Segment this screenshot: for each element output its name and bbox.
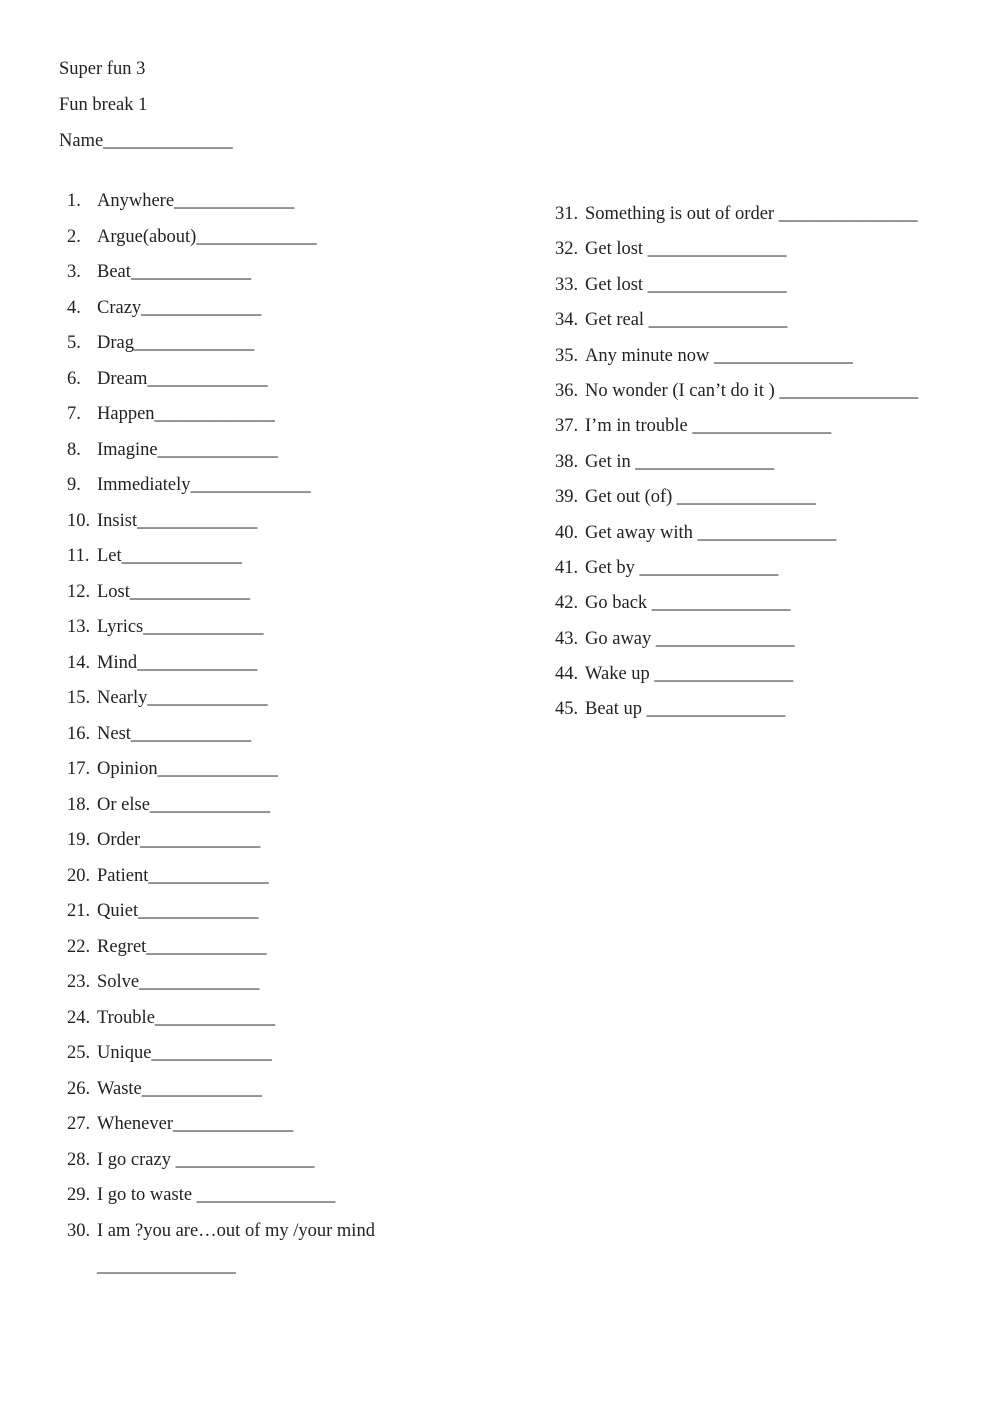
left-item-18 bbox=[67, 793, 507, 829]
item-text: Dream_____________ bbox=[97, 368, 268, 389]
item-text: Lyrics_____________ bbox=[97, 617, 264, 637]
item-text: Go back _______________ bbox=[585, 593, 791, 614]
right-item-43 bbox=[555, 627, 975, 662]
right-item-41 bbox=[555, 556, 975, 591]
item-text: Lost_____________ bbox=[97, 581, 251, 602]
right-vocabulary-list bbox=[555, 202, 975, 733]
left-item-27 bbox=[67, 1112, 507, 1148]
left-item-19 bbox=[67, 828, 507, 864]
right-item-32 bbox=[555, 237, 975, 272]
unit-title: Fun break 1 bbox=[59, 95, 148, 115]
item-number: 9. bbox=[67, 475, 81, 495]
item-text: Imagine_____________ bbox=[97, 439, 278, 460]
left-item-24 bbox=[67, 1006, 507, 1042]
item-number: 42. bbox=[555, 593, 579, 614]
right-item-35 bbox=[555, 344, 975, 379]
item-text: Get in _______________ bbox=[585, 451, 775, 472]
item-number: 12. bbox=[67, 581, 91, 602]
item-number: 38. bbox=[555, 451, 579, 472]
name-line: Name______________ bbox=[59, 131, 233, 151]
left-item-8 bbox=[67, 438, 507, 474]
left-item-16 bbox=[67, 722, 507, 758]
item-number: 1. bbox=[67, 191, 81, 211]
item-number: 7. bbox=[67, 404, 81, 424]
item-text: Let_____________ bbox=[97, 546, 242, 566]
left-item-3 bbox=[67, 260, 507, 296]
left-item-21 bbox=[67, 899, 507, 935]
item-number: 35. bbox=[555, 345, 579, 366]
left-vocabulary-list bbox=[67, 189, 507, 1284]
left-item-14 bbox=[67, 651, 507, 687]
left-item-10 bbox=[67, 509, 507, 545]
item-text: Happen_____________ bbox=[97, 404, 275, 424]
item-number: 37. bbox=[555, 416, 579, 437]
right-item-37 bbox=[555, 414, 975, 449]
right-item-42 bbox=[555, 591, 975, 626]
item-text: Go away _______________ bbox=[585, 628, 795, 649]
left-item-4 bbox=[67, 296, 507, 332]
left-item-9 bbox=[67, 473, 507, 509]
item-text: Crazy_____________ bbox=[97, 297, 262, 318]
item-number: 14. bbox=[67, 652, 91, 673]
left-item-12 bbox=[67, 580, 507, 616]
left-item-13 bbox=[67, 615, 507, 651]
item-number: 13. bbox=[67, 617, 91, 637]
item-number: 21. bbox=[67, 901, 91, 921]
item-number: 26. bbox=[67, 1078, 91, 1099]
item-number: 27. bbox=[67, 1114, 91, 1134]
item-text: Solve_____________ bbox=[97, 972, 260, 992]
item-number: 34. bbox=[555, 310, 579, 331]
item-number: 43. bbox=[555, 628, 579, 649]
right-item-39 bbox=[555, 485, 975, 520]
item-number: 33. bbox=[555, 274, 579, 295]
right-item-33 bbox=[555, 273, 975, 308]
item-number: 10. bbox=[67, 510, 91, 531]
left-item-2 bbox=[67, 225, 507, 261]
item-number: 28. bbox=[67, 1149, 91, 1170]
right-item-31 bbox=[555, 202, 975, 237]
item-text: Order_____________ bbox=[97, 830, 261, 850]
left-item-28 bbox=[67, 1148, 507, 1184]
item-text: Opinion_____________ bbox=[97, 759, 278, 779]
item-text: Immediately_____________ bbox=[97, 475, 311, 495]
item-number: 23. bbox=[67, 972, 91, 992]
item-number: 25. bbox=[67, 1043, 91, 1063]
left-item-7 bbox=[67, 402, 507, 438]
item-text: Or else_____________ bbox=[97, 794, 271, 815]
left-item-26 bbox=[67, 1077, 507, 1113]
left-item-11 bbox=[67, 544, 507, 580]
item-text: Get real _______________ bbox=[585, 310, 788, 331]
item-number: 15. bbox=[67, 688, 91, 708]
item-text: Trouble_____________ bbox=[97, 1007, 276, 1028]
left-item-1 bbox=[67, 189, 507, 225]
item-number: 17. bbox=[67, 759, 91, 779]
left-item-15 bbox=[67, 686, 507, 722]
item-text: Nearly_____________ bbox=[97, 688, 268, 708]
item-text: No wonder (I can’t do it ) _______________ bbox=[585, 380, 919, 401]
item-text: Unique_____________ bbox=[97, 1043, 272, 1063]
item-number: 16. bbox=[67, 723, 91, 744]
item-text: I go to waste _______________ bbox=[97, 1185, 336, 1205]
item-text: Anywhere_____________ bbox=[97, 191, 295, 211]
item-text: Get lost _______________ bbox=[585, 274, 787, 295]
left-item-6 bbox=[67, 367, 507, 403]
item-text: I go crazy _______________ bbox=[97, 1149, 315, 1170]
item-number: 11. bbox=[67, 546, 90, 566]
item-number: 4. bbox=[67, 297, 81, 318]
item-number: 6. bbox=[67, 368, 81, 389]
left-item-25 bbox=[67, 1041, 507, 1077]
item-number: 8. bbox=[67, 439, 81, 460]
right-item-36 bbox=[555, 379, 975, 414]
left-item-20 bbox=[67, 864, 507, 900]
item-number: 45. bbox=[555, 699, 579, 720]
left-item-5 bbox=[67, 331, 507, 367]
item-text: Patient_____________ bbox=[97, 865, 269, 886]
left-item-22 bbox=[67, 935, 507, 971]
item-text: Regret_____________ bbox=[97, 936, 267, 957]
item-number: 5. bbox=[67, 333, 81, 353]
item-text: Mind_____________ bbox=[97, 652, 258, 673]
item-number: 30. bbox=[67, 1220, 91, 1241]
item-text: Drag_____________ bbox=[97, 333, 255, 353]
item-text: Argue(about)_____________ bbox=[97, 226, 317, 247]
item-number: 41. bbox=[555, 557, 579, 578]
right-item-38 bbox=[555, 450, 975, 485]
left-item-29 bbox=[67, 1183, 507, 1219]
item-text: Get out (of) _______________ bbox=[585, 487, 816, 508]
item-number: 19. bbox=[67, 830, 91, 850]
right-item-34 bbox=[555, 308, 975, 343]
right-item-44 bbox=[555, 662, 975, 697]
right-item-45 bbox=[555, 697, 975, 732]
item-number: 39. bbox=[555, 487, 579, 508]
item-text: Something is out of order _______________ bbox=[585, 204, 918, 224]
item-text: Get by _______________ bbox=[585, 557, 779, 578]
item-text: Waste_____________ bbox=[97, 1078, 262, 1099]
item-number: 3. bbox=[67, 262, 81, 282]
right-item-40 bbox=[555, 521, 975, 556]
item-text: Insist_____________ bbox=[97, 510, 258, 531]
item-text: Nest_____________ bbox=[97, 723, 252, 744]
item-text: Get lost _______________ bbox=[585, 239, 787, 260]
left-item-17 bbox=[67, 757, 507, 793]
item-number: 2. bbox=[67, 226, 81, 247]
item-text: Wake up _______________ bbox=[585, 664, 794, 685]
item-text: Any minute now _______________ bbox=[585, 345, 853, 366]
item-text: Get away with _______________ bbox=[585, 522, 837, 543]
item-number: 31. bbox=[555, 204, 579, 224]
left-item-23 bbox=[67, 970, 507, 1006]
item-number: 29. bbox=[67, 1185, 91, 1205]
item-text: I am ?you are…out of my /your mind bbox=[97, 1220, 375, 1241]
item-number: 32. bbox=[555, 239, 579, 260]
item-text: Quiet_____________ bbox=[97, 901, 259, 921]
item-text: Whenever_____________ bbox=[97, 1114, 294, 1134]
item-number: 22. bbox=[67, 936, 91, 957]
item-30-answer-line: _______________ bbox=[97, 1256, 236, 1276]
item-text: Beat up _______________ bbox=[585, 699, 786, 720]
item-number: 18. bbox=[67, 794, 91, 815]
item-number: 24. bbox=[67, 1007, 91, 1028]
item-number: 44. bbox=[555, 664, 579, 685]
item-number: 40. bbox=[555, 522, 579, 543]
left-item-30 bbox=[67, 1219, 507, 1255]
item-text: Beat_____________ bbox=[97, 262, 252, 282]
book-title: Super fun 3 bbox=[59, 59, 146, 79]
item-number: 20. bbox=[67, 865, 91, 886]
item-text: I’m in trouble _______________ bbox=[585, 416, 832, 437]
item-number: 36. bbox=[555, 380, 579, 401]
